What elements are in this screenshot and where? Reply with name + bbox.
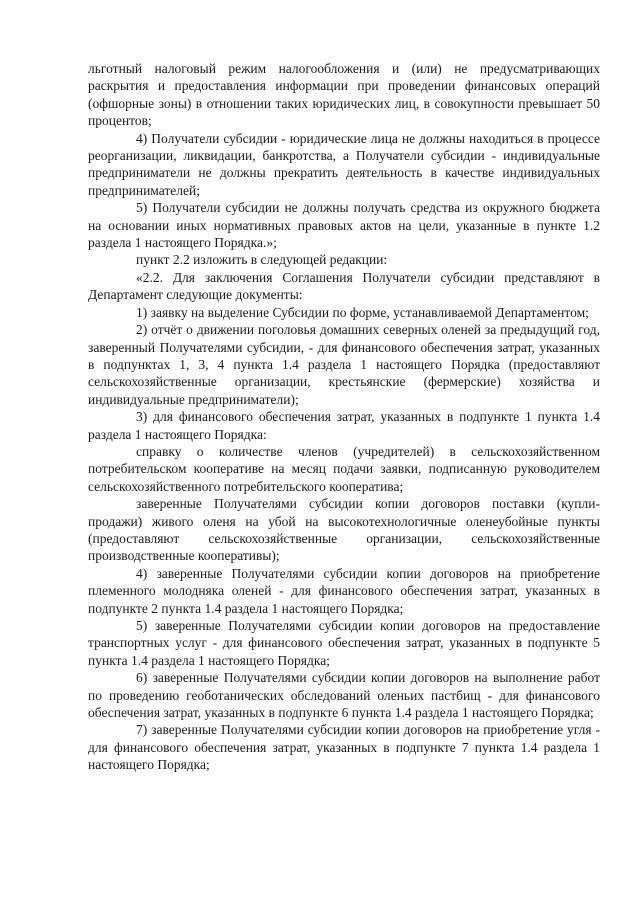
paragraph-3: 5) Получатели субсидии не должны получать средства из окружного бюджета на основании иных нормативных правовых актов на цели, указанные в пункте 1.2 раздела 1 настоящего Порядка.»; xyxy=(88,200,600,251)
paragraph-12: 5) заверенные Получателями субсидии копии договоров на предоставление транспортных услуг - для финансового обеспечения затрат, указанных в подпункте 5 пункта 1.4 раздела 1 настоящего Порядка; xyxy=(88,618,600,668)
paragraph-1: льготный налоговый режим налогообложения и (или) не предусматривающих раскрытия и предоставления информации при проведении финансовых операций (офшорные зоны) в отношении таких юридических лиц, в совокупности превышает 50 процентов; xyxy=(88,61,600,129)
paragraph-13: 6) заверенные Получателями субсидии копии договоров на выполнение работ по проведению геоботанических обследований оленьих пастбищ - для финансового обеспечения затрат, указанных в подпункте 6 пункта 1.4 раздела 1 настоящего Порядка; xyxy=(88,670,600,721)
paragraph-8: 3) для финансового обеспечения затрат, указанных в подпункте 1 пункта 1.4 раздела 1 настоящего Порядка: xyxy=(88,409,600,442)
paragraph-9: справку о количестве членов (учредителей) в сельскохозяйственном потребительском кооперативе на месяц подачи заявки, подписанную руководителем сельскохозяйственного потребительского кооператива; xyxy=(88,443,600,494)
paragraph-14: 7) заверенные Получателями субсидии копии договоров на приобретение угля - для финансового обеспечения затрат, указанных в подпункте 7 пункта 1.4 раздела 1 настоящего Порядка; xyxy=(88,722,600,773)
document-page xyxy=(88,60,600,774)
paragraph-6: 1) заявку на выделение Субсидии по форме, устанавливаемой Департаментом; xyxy=(136,304,589,320)
paragraph-5: «2.2. Для заключения Соглашения Получатели субсидии представляют в Департамент следующие документы: xyxy=(88,269,600,303)
paragraph-4: пункт 2.2 изложить в следующей редакции: xyxy=(136,252,388,268)
paragraph-2: 4) Получатели субсидии - юридические лица не должны находиться в процессе реорганизации, ликвидации, банкротства, а Получатели субсидии - индивидуальные предприниматели не должны прекратить деятельность в качестве индивидуальных предпринимателей; xyxy=(88,130,600,198)
paragraph-10: заверенные Получателями субсидии копии договоров поставки (купли-продажи) живого оленя на убой на высокотехнологичные оленеубойные пункты (предоставляют сельскохозяйственные организации, сельскохозяйственные производственные кооперативы); xyxy=(88,496,600,564)
paragraph-7: 2) отчёт о движении поголовья домашних северных оленей за предыдущий год, заверенный Получателями субсидии, - для финансового обеспечения затрат, указанных в подпунктах 1, 3, 4 пункта 1.4 раздела 1 настоящего Порядка (предоставляют сельскохозяйственные организации, крестьянские (фермерские) хозяйства и индивидуальные предприниматели); xyxy=(88,322,600,407)
paragraph-11: 4) заверенные Получателями субсидии копии договоров на приобретение племенного молодняка оленей - для финансового обеспечения затрат, указанных в подпункте 2 пункта 1.4 раздела 1 настоящего Порядка; xyxy=(88,565,600,616)
